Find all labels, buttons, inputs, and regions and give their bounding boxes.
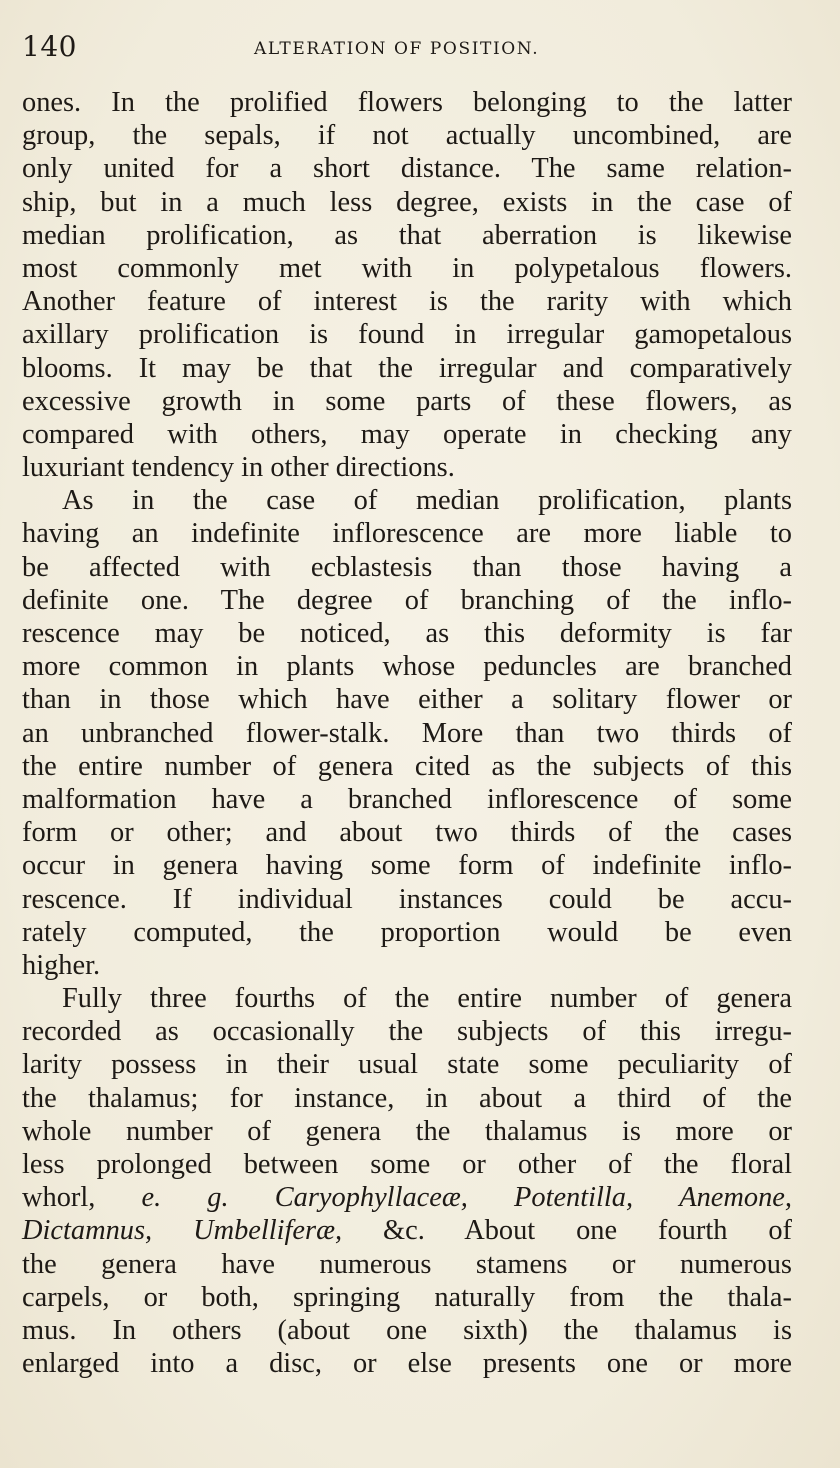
text-line: the entire number of genera cited as the subjects of this	[22, 750, 792, 782]
text-line: having an indefinite inflorescence are more liable to	[22, 518, 792, 550]
text-line: ship, but in a much less degree, exists in the case of	[22, 186, 792, 218]
italic-taxon: Potentilla,	[514, 1182, 634, 1214]
text-line: axillary prolification is found in irregular gamopetalous	[22, 319, 792, 351]
text-line: malformation have a branched inflorescence of some	[22, 783, 792, 815]
italic-text: e. g.	[141, 1182, 229, 1214]
text-line: compared with others, may operate in checking any	[22, 418, 792, 450]
text-line: larity possess in their usual state some peculiarity of	[22, 1049, 792, 1081]
text-line: the thalamus; for instance, in about a third of the	[22, 1082, 792, 1114]
page-number: 140	[22, 30, 77, 63]
paragraph-end-line: luxuriant tendency in other directions.	[22, 452, 455, 484]
text-line: recorded as occasionally the subjects of this irregu-	[22, 1016, 792, 1048]
text-line: ones. In the prolified flowers belonging to the latter	[22, 87, 792, 118]
text-fragment: &c. About one fourth of	[383, 1215, 792, 1247]
text-line: be affected with ecblastesis than those having a	[22, 551, 792, 583]
italic-taxon: Anemone,	[679, 1182, 792, 1214]
text-line: more common in plants whose peduncles are branched	[22, 651, 792, 683]
italic-taxon: Dictamnus,	[22, 1215, 153, 1247]
text-line: whole number of genera the thalamus is more or	[22, 1115, 792, 1147]
italic-taxon: Umbelliferæ,	[193, 1215, 343, 1247]
text-line: form or other; and about two thirds of the cases	[22, 817, 792, 849]
text-line: blooms. It may be that the irregular and comparatively	[22, 352, 792, 384]
text-line: occur in genera having some form of indefinite inflo-	[22, 850, 792, 882]
text-line: carpels, or both, springing naturally from the thala-	[22, 1281, 792, 1313]
text-line: than in those which have either a solitary flower or	[22, 684, 792, 716]
paragraph-start-line: As in the case of median prolification, plants	[62, 485, 792, 517]
text-line: an unbranched flower-stalk. More than two thirds of	[22, 717, 792, 749]
page-header	[22, 30, 814, 70]
body-text	[22, 86, 792, 1380]
text-line: group, the sepals, if not actually uncombined, are	[22, 120, 792, 152]
text-line: most commonly met with in polypetalous flowers.	[22, 252, 792, 284]
text-line: mus. In others (about one sixth) the thalamus is	[22, 1314, 792, 1346]
text-line: median prolification, as that aberration is likewise	[22, 219, 792, 251]
italic-taxon: Caryophyllaceæ,	[274, 1182, 468, 1214]
text-line-with-italics	[22, 1214, 792, 1247]
text-fragment: whorl,	[22, 1182, 96, 1214]
text-line: less prolonged between some or other of the floral	[22, 1149, 792, 1180]
running-title: ALTERATION OF POSITION.	[254, 39, 540, 59]
text-line: Another feature of interest is the rarity with which	[22, 286, 792, 318]
text-line: enlarged into a disc, or else presents one or more	[22, 1348, 792, 1380]
text-line: excessive growth in some parts of these flowers, as	[22, 385, 792, 417]
text-line: rescence may be noticed, as this deformity is far	[22, 618, 792, 649]
text-line: only united for a short distance. The same relation-	[22, 153, 792, 185]
text-line: definite one. The degree of branching of the inflo-	[22, 584, 792, 616]
paragraph-end-line: higher.	[22, 949, 101, 981]
text-line: rescence. If individual instances could be accu-	[22, 883, 792, 915]
text-line: rately computed, the proportion would be even	[22, 916, 792, 948]
text-line: the genera have numerous stamens or numerous	[22, 1248, 792, 1280]
text-line-with-italics	[22, 1181, 792, 1214]
paragraph-start-line: Fully three fourths of the entire number of genera	[62, 983, 792, 1015]
